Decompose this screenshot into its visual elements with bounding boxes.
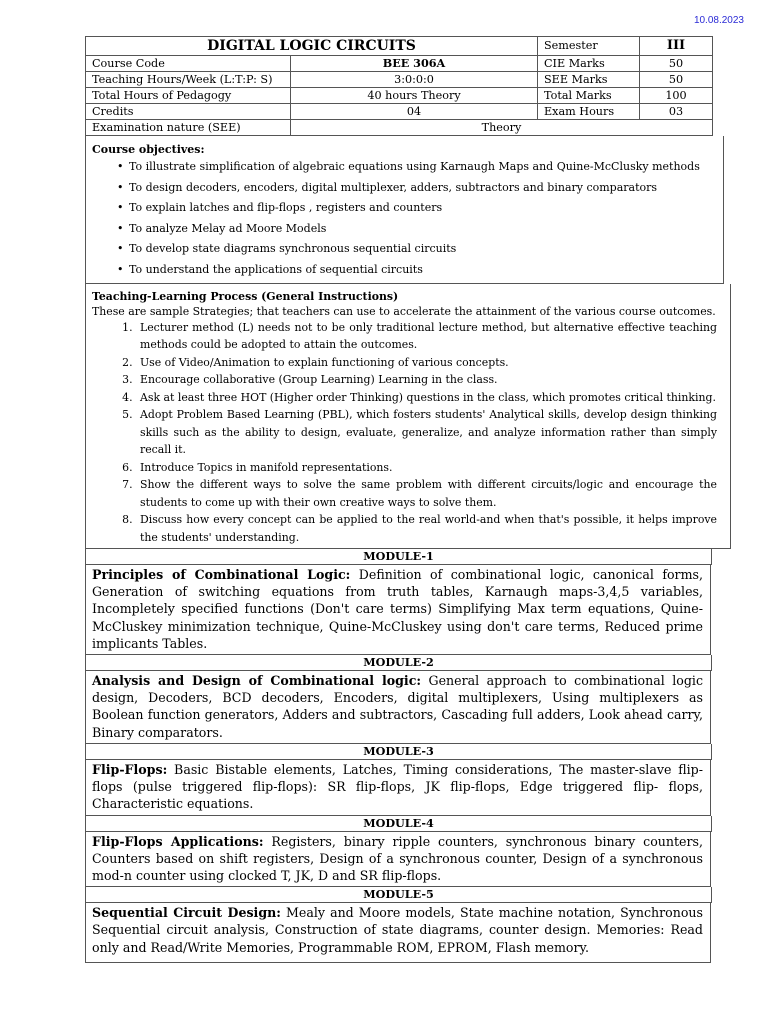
objectives-list — [92, 157, 717, 281]
exam-nature-row — [86, 120, 713, 136]
course-title: DIGITAL LOGIC CIRCUITS — [86, 37, 538, 56]
module-content — [85, 760, 711, 816]
list-item: 3. Encourage collaborative (Group Learning) Learning in the class. — [136, 371, 717, 389]
module-topic: Analysis and Design of Combinational logic: — [92, 673, 422, 689]
list-item: • To develop state diagrams synchronous sequential circuits — [129, 239, 717, 260]
info-row — [86, 88, 713, 104]
info-value: 04 — [291, 104, 538, 120]
info-value: BEE 306A — [291, 56, 538, 72]
module-text: General approach to combinational logic design, Decoders, BCD decoders, Encoders, digital multiplexers, Using multiplexers as Boolean function generators, Adders and subtractors, Cascading full adders, Look ahead carry, Binary comparators. — [92, 673, 704, 740]
module-heading: MODULE-4 — [85, 816, 712, 832]
semester-label: Semester — [538, 37, 640, 56]
list-item: 7. Show the different ways to solve the same problem with different circuits/logic and encourage the students to come up with their own creative ways to solve them. — [136, 476, 717, 511]
module-topic: Flip-Flops: — [92, 761, 168, 777]
info-label: Course Code — [86, 56, 291, 72]
teaching-list — [92, 319, 717, 547]
module-topic: Sequential Circuit Design: — [92, 905, 281, 921]
document-date: 10.08.2023 — [693, 15, 744, 26]
exam-nature-value: Theory — [291, 120, 713, 136]
marks-label: SEE Marks — [538, 72, 640, 88]
module-heading: MODULE-3 — [85, 744, 712, 760]
teaching-heading: Teaching-Learning Process (General Instructions) — [92, 289, 399, 303]
info-value: 40 hours Theory — [291, 88, 538, 104]
list-item: • To illustrate simplification of algebraic equations using Karnaugh Maps and Quine-McClusky methods — [129, 157, 717, 178]
list-item: • To understand the applications of sequential circuits — [129, 260, 717, 281]
info-label: Credits — [86, 104, 291, 120]
marks-value: 50 — [640, 72, 713, 88]
marks-value: 50 — [640, 56, 713, 72]
teaching-intro: These are sample Strategies; that teachers can use to accelerate the attainment of the various course outcomes. — [92, 304, 716, 318]
module-heading: MODULE-1 — [85, 549, 712, 565]
marks-label: Total Marks — [538, 88, 640, 104]
semester-value: III — [640, 37, 713, 56]
list-item: • To analyze Melay ad Moore Models — [129, 219, 717, 240]
syllabus-frame — [85, 36, 717, 963]
info-row — [86, 104, 713, 120]
module-text: Mealy and Moore models, State machine notation, Synchronous Sequential circuit analysis, Construction of state diagrams, counter design. Memories: Read only and Read/Write Memories, Programmable ROM, EPROM, Flash memory. — [92, 905, 703, 955]
info-row — [86, 56, 713, 72]
module-content — [85, 671, 711, 744]
list-item: • To design decoders, encoders, digital multiplexer, adders, subtractors and binary comparators — [129, 178, 717, 199]
course-objectives-section — [85, 136, 724, 284]
module-content — [85, 903, 711, 963]
module-topic: Flip-Flops Applications: — [92, 833, 264, 849]
module-text: Basic Bistable elements, Latches, Timing considerations, The master-slave flip-flops (pulse triggered flip-flops): SR flip-flops, JK flip-flops, Edge triggered flip- flops, Characteristic equations. — [92, 761, 703, 812]
module-text: Definition of combinational logic, canonical forms, Generation of switching equations from truth tables, Karnaugh maps-3,4,5 variables, Incompletely specified functions (Don't care terms) Simplifying Max term equations, Quine-McCluskey minimization technique, Quine-McCluskey using don't care terms, Reduced prime implicants Tables. — [92, 567, 703, 651]
module-topic: Principles of Combinational Logic: — [92, 567, 351, 583]
list-item: 4. Ask at least three HOT (Higher order Thinking) questions in the class, which promotes critical thinking. — [136, 389, 717, 407]
course-title-row — [86, 37, 713, 56]
module-heading: MODULE-2 — [85, 655, 712, 671]
course-info-table — [85, 36, 713, 136]
marks-value: 100 — [640, 88, 713, 104]
info-label: Total Hours of Pedagogy — [86, 88, 291, 104]
info-value: 3:0:0:0 — [291, 72, 538, 88]
info-row — [86, 72, 713, 88]
list-item: 6. Introduce Topics in manifold representations. — [136, 459, 717, 477]
list-item: 1. Lecturer method (L) needs not to be only traditional lecture method, but alternative effective teaching methods could be adopted to attain the outcomes. — [136, 319, 717, 354]
exam-nature-label: Examination nature (SEE) — [86, 120, 291, 136]
objectives-heading: Course objectives: — [92, 143, 205, 156]
teaching-learning-section — [85, 284, 731, 550]
module-content — [85, 565, 711, 655]
marks-value: 03 — [640, 104, 713, 120]
list-item: 5. Adopt Problem Based Learning (PBL), which fosters students' Analytical skills, develop design thinking skills such as the ability to design, evaluate, generalize, and analyze information rather than simply recall it. — [136, 406, 717, 459]
list-item: • To explain latches and flip-flops , registers and counters — [129, 198, 717, 219]
marks-label: CIE Marks — [538, 56, 640, 72]
module-heading: MODULE-5 — [85, 887, 712, 903]
list-item: 2. Use of Video/Animation to explain functioning of various concepts. — [136, 354, 717, 372]
module-content — [85, 832, 711, 888]
module-text: Registers, binary ripple counters, synchronous binary counters, Counters based on shift registers, Design of a synchronous counter, Design of a synchronous mod-n counter using clocked T, JK, D and SR flip-flops. — [92, 833, 703, 883]
info-label: Teaching Hours/Week (L:T:P: S) — [86, 72, 291, 88]
marks-label: Exam Hours — [538, 104, 640, 120]
list-item: 8. Discuss how every concept can be applied to the real world-and when that's possible, it helps improve the students' understanding. — [136, 511, 717, 546]
